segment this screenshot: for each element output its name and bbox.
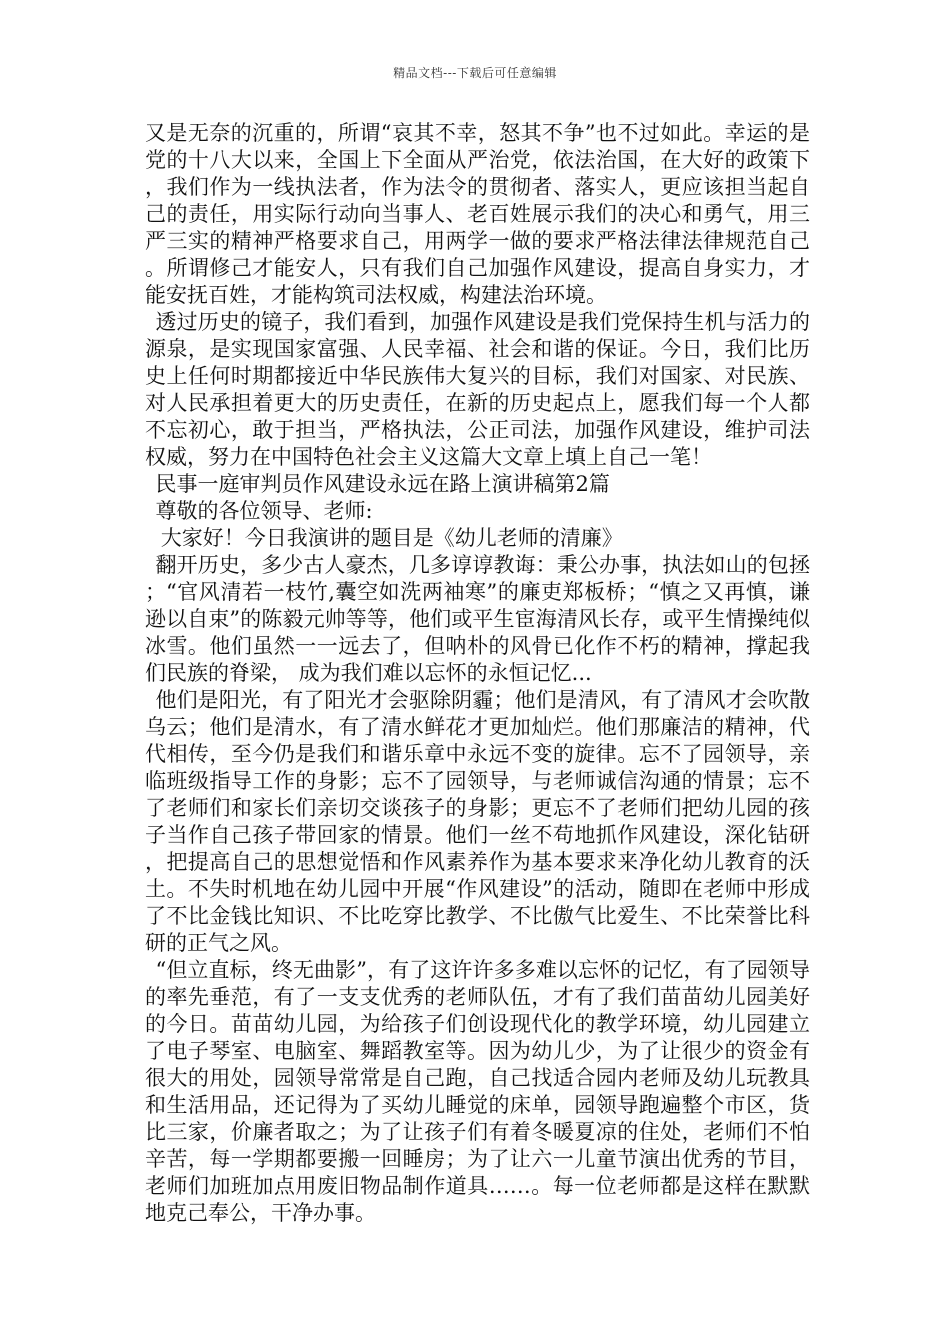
paragraph-history-mirror: 透过历史的镜子，我们看到，加强作风建设是我们党保持生机与活力的源泉，是实现国家富强、人民幸福、社会和谐的保证。今日，我们比历史上任何时期都接近中华民族伟大复兴的目标，我们对国家、对民族、对人民承担着更大的历史责任，在新的历史起点上，愿我们每一个人都不忘初心，敢于担当，严格执法，公正司法，加强作风建设，维护司法权威，努力在中国特色社会主义这篇大文章上填上自己一笔！ [145, 310, 810, 469]
paragraph-sunshine: 他们是阳光，有了阳光才会驱除阴霾；他们是清风，有了清风才会吹散乌云；他们是清水，有了清水鲜花才更加灿烂。他们那廉洁的精神，代代相传，至今仍是我们和谐乐章中永远不变的旋律。忘不了园领导，亲临班级指导工作的身影；忘不了园领导，与老师诚信沟通的情景；忘不了老师们和家长们亲切交谈孩子的身影；更忘不了老师们把幼儿园的孩子当作自己孩子带回家的情景。他们一丝不苟地抓作风建设，深化钻研，把提高自己的思想觉悟和作风素养作为基本要求来净化幼儿教育的沃土。不失时机地在幼儿园中开展“作风建设”的活动，随即在老师中形成了不比金钱比知识、不比吃穿比教学、不比傲气比爱生、不比荣誉比科研的正气之风。 [145, 688, 810, 955]
greeting: 大家好！今日我演讲的题目是《幼儿老师的清廉》 [160, 526, 623, 550]
page-header: 精品文档---下载后可任意编辑 [393, 66, 557, 80]
salutation: 尊敬的各位领导、老师: [155, 499, 373, 523]
paragraph-continuation: 又是无奈的沉重的，所谓“哀其不幸，怒其不争”也不过如此。幸运的是党的十八大以来，全国上下全面从严治党，依法治国，在大好的政策下，我们作为一线执法者，作为法令的贯彻者、落实人，更应该担当起自己的责任，用实际行动向当事人、老百姓展示我们的决心和勇气，用三严三实的精神严格要求自己，用两学一做的要求严格法律法律规范自己。所谓修己才能安人，只有我们自己加强作风建设，提高自身实力，才能安抚百姓，才能构筑司法权威，构建法治环境。 [145, 121, 810, 307]
document-body [145, 120, 810, 1227]
paragraph-history: 翻开历史，多少古人豪杰，几多谆谆教诲：秉公办事，执法如山的包拯；“官风清若一枝竹,囊空如洗两袖寒”的廉吏郑板桥；“慎之又再慎，谦逊以自束”的陈毅元帅等等，他们或平生宦海清风长存，或平生情操纯似冰雪。他们虽然一一远去了，但呐朴的风骨已化作不朽的精神，撑起我们民族的脊梁， 成为我们难以忘怀的永恒记忆... [145, 553, 810, 685]
paragraph-standard: “但立直标，终无曲影”，有了这许许多多难以忘怀的记忆，有了园领导的率先垂范，有了一支支优秀的老师队伍，才有了我们苗苗幼儿园美好的今日。苗苗幼儿园，为给孩子们创设现代化的教学环境，幼儿园建立了电子琴室、电脑室、舞蹈教室等。因为幼儿少，为了让很少的资金有很大的用处，园领导常常是自己跑，自己找适合园内老师及幼儿玩教具和生活用品，还记得为了买幼儿睡觉的床单，园领导跑遍整个市区，货比三家，价廉者取之；为了让孩子们有着冬暖夏凉的住处，老师们不怕辛苦，每一学期都要搬一回睡房；为了让六一儿童节演出优秀的节目，老师们加班加点用废旧物品制作道具……。每一位老师都是这样在默默地克己奉公，干净办事。 [145, 958, 810, 1225]
speech-title: 民事一庭审判员作风建设永远在路上演讲稿第2篇 [155, 472, 610, 496]
